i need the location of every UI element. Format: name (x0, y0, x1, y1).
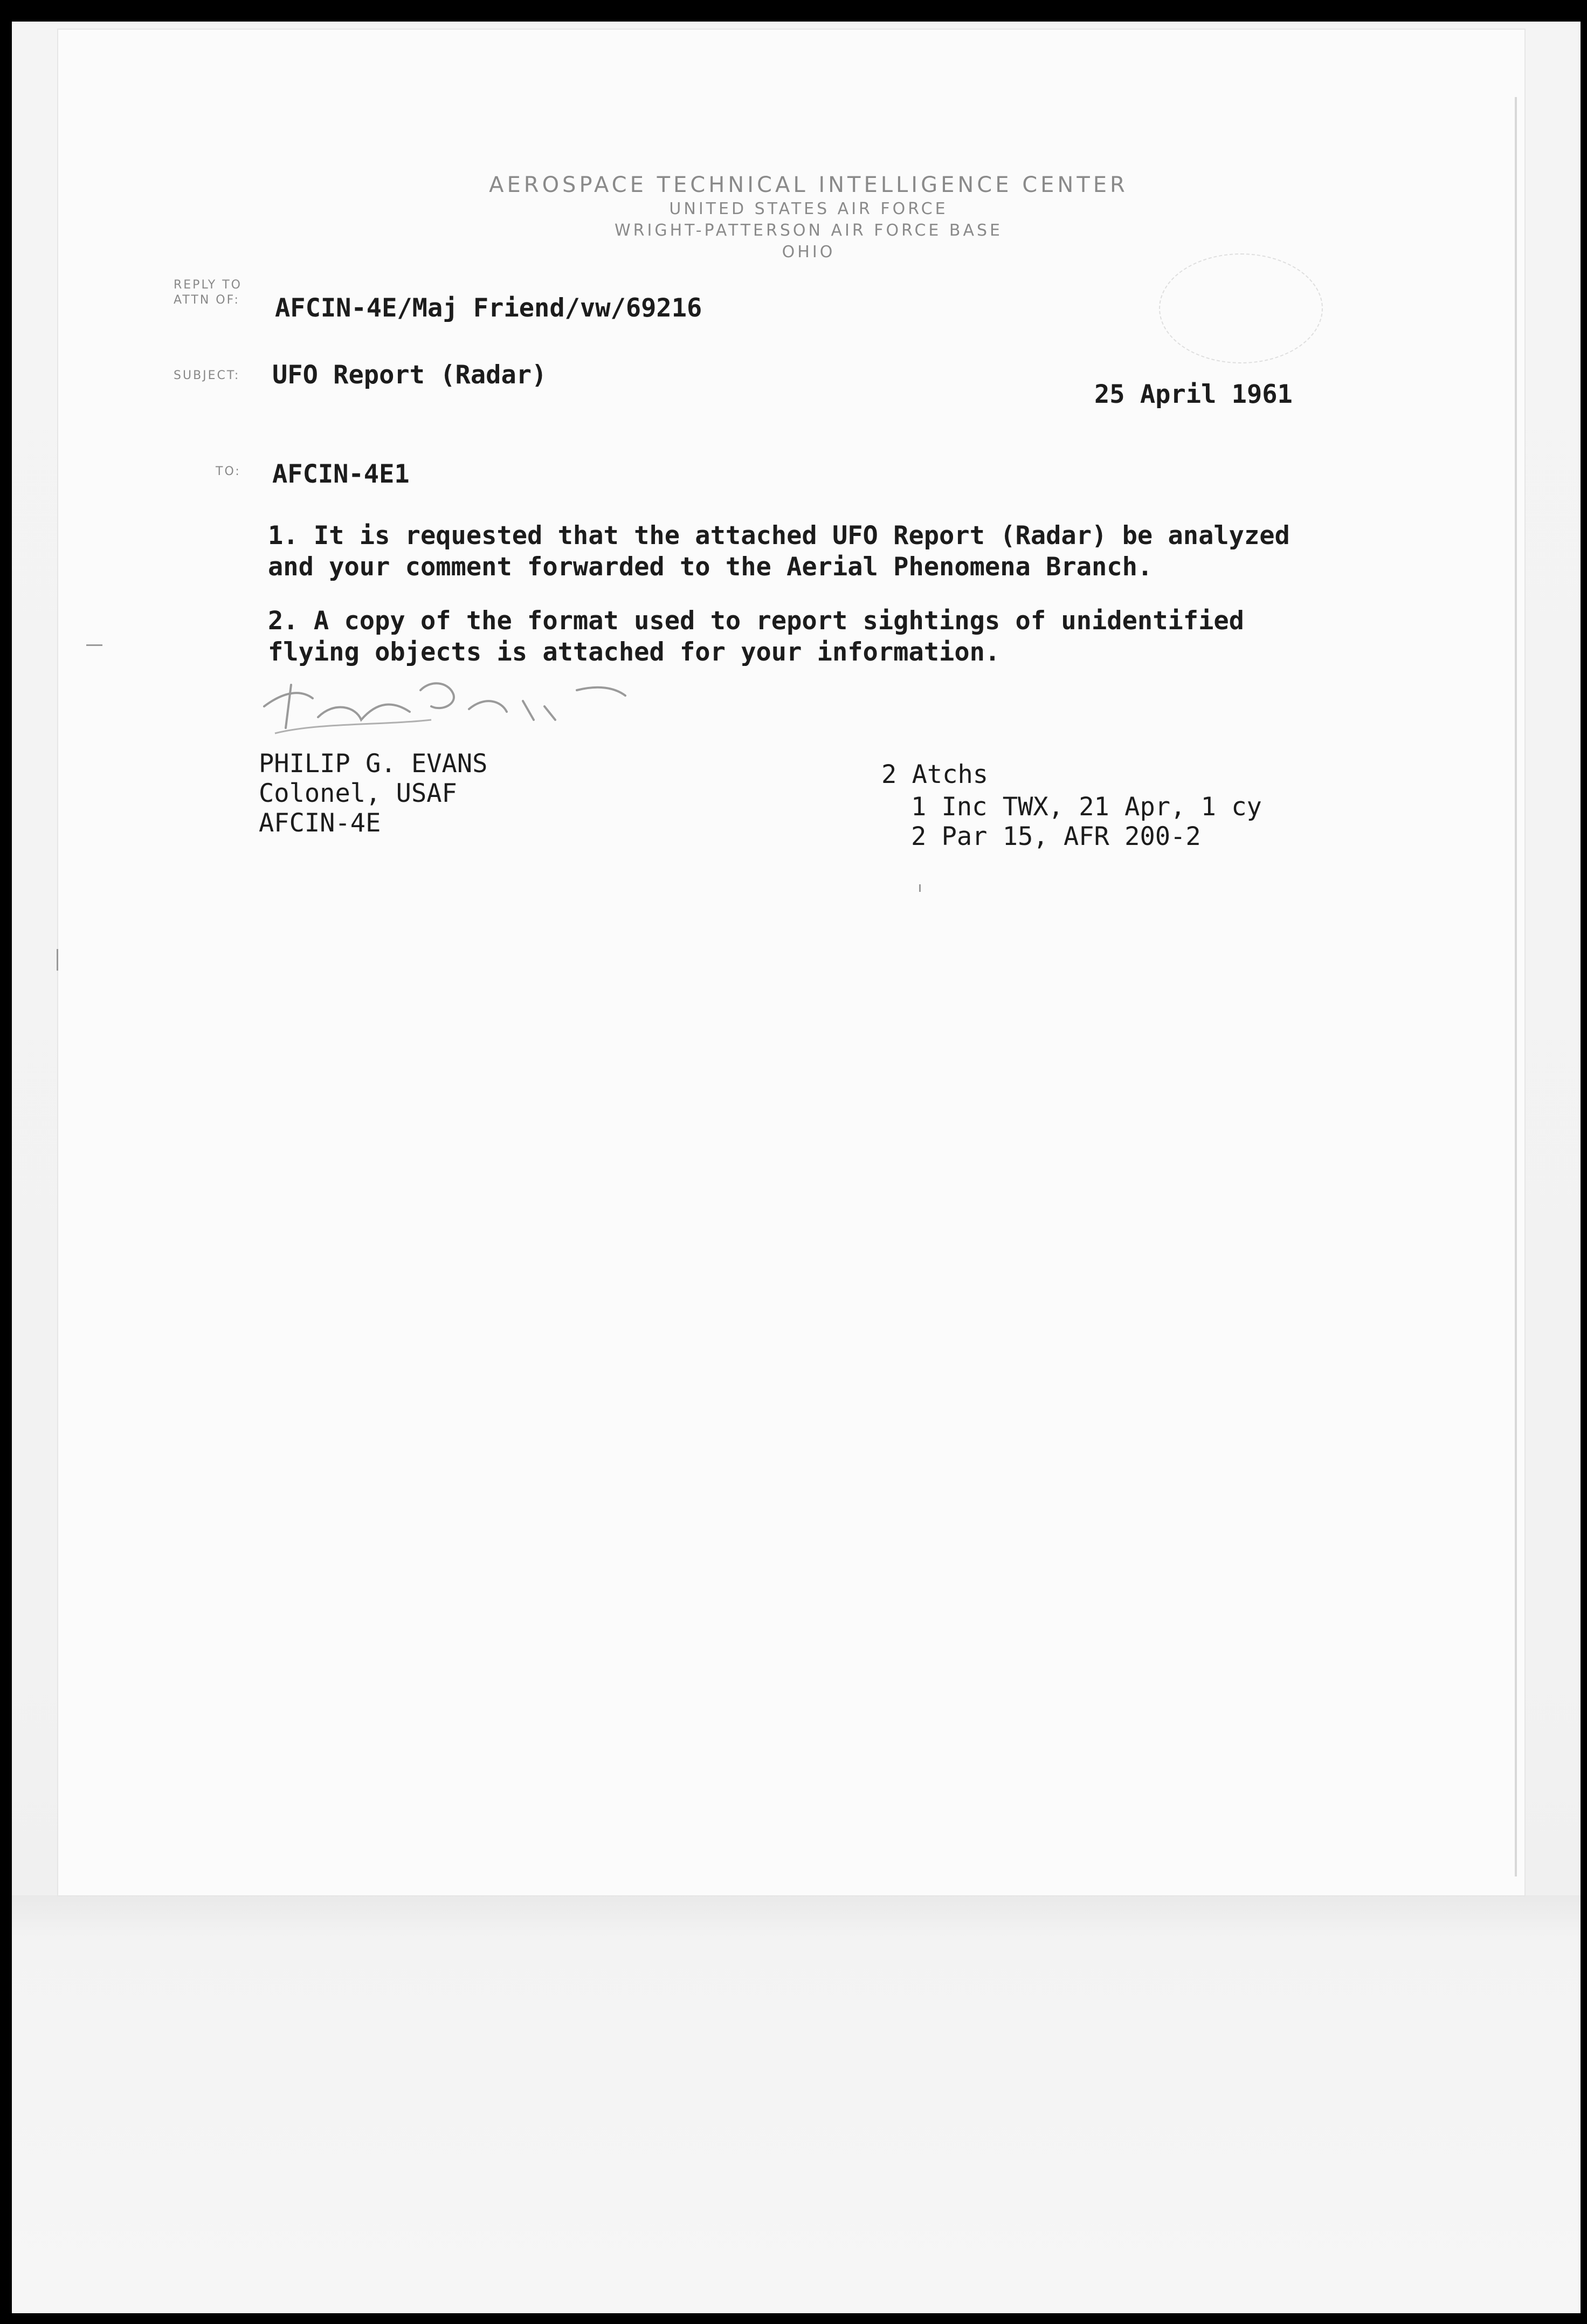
subject-value: UFO Report (Radar) (272, 360, 547, 390)
letterhead-base: WRIGHT-PATTERSON AIR FORCE BASE (615, 221, 1003, 240)
paragraph-2-line-2: flying objects is attached for your information. (268, 637, 1000, 667)
attachments-heading: 2 Atchs (881, 760, 989, 789)
lower-band (12, 1895, 1581, 2313)
letter-date: 25 April 1961 (1094, 380, 1293, 409)
paragraph-1-line-2: and your comment forwarded to the Aerial Phenomena Branch. (268, 552, 1153, 582)
to-value: AFCIN-4E1 (272, 459, 410, 489)
page-edge (1515, 97, 1517, 1876)
signer-office: AFCIN-4E (259, 808, 381, 838)
paragraph-1-line-1: 1. It is requested that the attached UFO Report (Radar) be analyzed (268, 521, 1290, 551)
reply-to-label: REPLY TO (174, 278, 242, 292)
handwritten-signature-icon (253, 669, 631, 750)
margin-mark (86, 644, 102, 646)
letterhead-service: UNITED STATES AIR FORCE (669, 200, 948, 218)
attachment-item-2: 2 Par 15, AFR 200-2 (911, 822, 1201, 851)
signer-rank: Colonel, USAF (259, 779, 457, 808)
letterhead-state: OHIO (782, 243, 836, 262)
attachment-item-1: 1 Inc TWX, 21 Apr, 1 cy (911, 792, 1262, 822)
paragraph-2-line-1: 2. A copy of the format used to report sightings of unidentified (268, 606, 1244, 636)
margin-mark (57, 949, 58, 971)
attn-of-label: ATTN OF: (174, 293, 240, 307)
letterhead-org: AEROSPACE TECHNICAL INTELLIGENCE CENTER (489, 173, 1128, 197)
margin-mark (919, 884, 921, 892)
signer-name: PHILIP G. EVANS (259, 749, 488, 779)
reply-to-value: AFCIN-4E/Maj Friend/vw/69216 (275, 293, 702, 323)
received-stamp-icon (1159, 253, 1323, 363)
letterhead (377, 171, 1240, 263)
subject-label: SUBJECT: (174, 369, 240, 382)
to-label: TO: (216, 465, 241, 478)
